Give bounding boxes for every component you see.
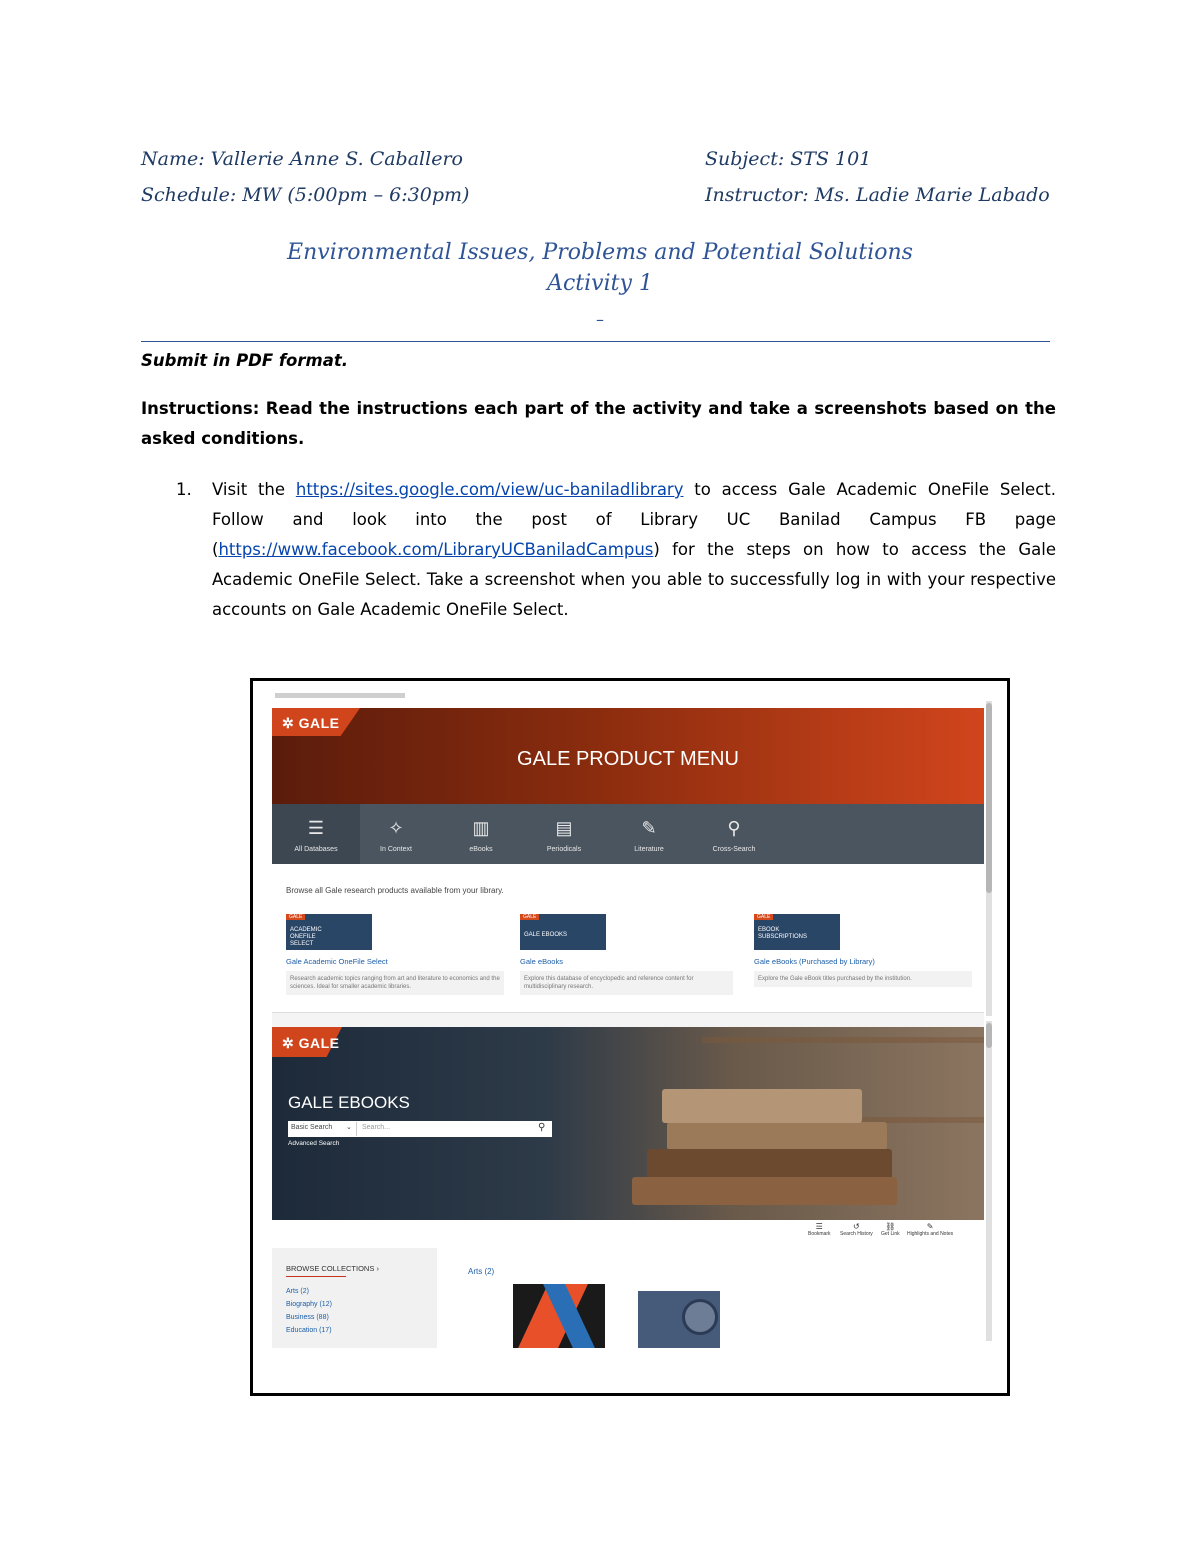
instructions: Instructions: Read the instructions each part of the activity and take a screenshots based on the asked conditions. <box>141 399 1056 448</box>
thumb-gale-ebooks[interactable] <box>520 914 606 950</box>
nav-all-databases[interactable] <box>272 804 360 864</box>
nav-label: In Context <box>380 846 412 853</box>
scrollbar-thumb[interactable] <box>986 703 992 893</box>
nav-label: All Databases <box>294 846 338 853</box>
collections-sidebar <box>272 1248 437 1348</box>
card-desc: Explore this database of encyclopedic and reference content for multidisciplinary research. <box>520 971 733 995</box>
thumb-label: EBOOK SUBSCRIPTIONS <box>758 927 808 940</box>
collection-item[interactable]: Business (88) <box>286 1314 329 1321</box>
card-link-purchased-ebooks[interactable]: Gale eBooks (Purchased by Library) <box>754 957 875 966</box>
card-link-academic-onefile[interactable]: Gale Academic OneFile Select <box>286 957 388 966</box>
compass-icon: ✧ <box>388 818 404 838</box>
product-menu-banner <box>272 708 984 804</box>
gale-logo: ✲ GALE <box>282 715 340 731</box>
card-desc: Explore the Gale eBook titles purchased by the institution. <box>754 971 972 987</box>
subject: Subject: STS 101 <box>705 148 872 170</box>
nav-in-context[interactable] <box>352 804 440 864</box>
arts-heading[interactable]: Arts (2) <box>468 1267 495 1276</box>
product-menu-title: GALE PRODUCT MENU <box>517 748 739 770</box>
collection-item[interactable]: Biography (12) <box>286 1301 332 1308</box>
thumb-ebook-subscriptions[interactable] <box>754 914 840 950</box>
nav-ebooks[interactable] <box>437 804 525 864</box>
pencil-icon: ✎ <box>926 1222 934 1231</box>
product-nav <box>272 804 984 864</box>
card-desc: Research academic topics ranging from art and literature to economics and the sciences. Ideal for smaller academic libraries. <box>286 971 504 995</box>
item-text-end: ) for the steps on how to access the Gale Academic OneFile Select. Take a screenshot when you able to successfully log in with your respective accounts on Gale Academic OneFile Select. <box>212 540 1056 619</box>
student-name: Name: Vallerie Anne S. Caballero <box>141 148 463 170</box>
history-icon: ↺ <box>853 1222 860 1231</box>
nav-label: Literature <box>634 846 664 853</box>
link-icon: ⛓ <box>885 1222 896 1231</box>
book-image <box>632 1177 897 1205</box>
browser-tab-strip <box>275 693 405 698</box>
search-box[interactable] <box>288 1121 552 1137</box>
scrollbar-thumb[interactable] <box>986 1023 992 1048</box>
book-image <box>667 1122 887 1150</box>
thumb-academic-onefile[interactable] <box>286 914 372 950</box>
collection-item[interactable]: Education (17) <box>286 1327 332 1334</box>
tool-label: Bookmark <box>808 1231 831 1237</box>
item-text-middle: to access Gale Academic OneFile Select. Follow and look into the post of Library UC Banilad Campus FB page ( <box>212 480 1056 559</box>
activity-title: Activity 1 <box>547 271 653 296</box>
thumb-label: ACADEMIC ONEFILE SELECT <box>290 927 322 947</box>
library-site-link[interactable]: https://sites.google.com/view/uc-baniladlibrary <box>295 480 684 499</box>
scrollbar[interactable] <box>986 1021 992 1341</box>
heading-underline <box>286 1276 346 1277</box>
ebooks-hero <box>272 1027 984 1220</box>
newspaper-icon: ▤ <box>555 818 573 838</box>
arts-book-cover[interactable] <box>513 1284 605 1348</box>
nav-cross-search[interactable] <box>690 804 778 864</box>
search-icon: ⚲ <box>727 818 741 838</box>
search-input[interactable]: Search... <box>362 1124 391 1131</box>
nav-label: Periodicals <box>546 846 582 853</box>
list-icon: ☰ <box>307 818 325 838</box>
nav-label: eBooks <box>469 846 493 853</box>
quill-icon: ✎ <box>641 818 657 838</box>
search-divider <box>356 1122 357 1136</box>
shelf <box>702 1037 984 1043</box>
schedule: Schedule: MW (5:00pm – 6:30pm) <box>141 184 470 206</box>
tool-label: Get Link <box>881 1231 900 1237</box>
get-link-tool[interactable] <box>881 1222 900 1237</box>
thumb-tag: GALE <box>754 914 773 920</box>
browse-text: Browse all Gale research products available from your library. <box>286 886 504 895</box>
bookmark-icon: ☰ <box>815 1222 823 1231</box>
book-image <box>662 1089 862 1123</box>
advanced-search-link[interactable]: Advanced Search <box>288 1140 340 1147</box>
thumb-tag: GALE <box>520 914 539 920</box>
nav-label: Cross-Search <box>712 846 756 853</box>
thumb-tag: GALE <box>286 914 305 920</box>
gale-screenshot <box>250 678 1010 1396</box>
book-image <box>647 1149 892 1179</box>
instructor: Instructor: Ms. Ladie Marie Labado <box>705 184 1050 206</box>
submit-note: Submit in PDF format. <box>141 351 349 370</box>
film-reel-icon <box>682 1299 718 1335</box>
download-bar <box>272 1012 984 1027</box>
film-book-cover[interactable] <box>638 1291 720 1348</box>
browse-collections-heading[interactable]: BROWSE COLLECTIONS › <box>286 1264 379 1273</box>
item-text-visit: Visit the <box>212 480 286 499</box>
ebooks-title: GALE EBOOKS <box>288 1093 410 1112</box>
nav-literature[interactable] <box>605 804 693 864</box>
document-title: Environmental Issues, Problems and Potential Solutions <box>287 240 913 265</box>
card-link-gale-ebooks[interactable]: Gale eBooks <box>520 957 563 966</box>
books-icon: ▥ <box>472 818 490 838</box>
title-divider <box>141 341 1050 342</box>
highlights-tool[interactable] <box>907 1222 953 1237</box>
history-tool[interactable] <box>840 1222 873 1237</box>
tool-label: Search History <box>840 1231 873 1237</box>
list-number: 1. <box>176 480 192 499</box>
gale-logo: ✲ GALE <box>282 1035 340 1051</box>
thumb-label: GALE EBOOKS <box>524 932 568 938</box>
tool-label: Highlights and Notes <box>907 1231 954 1237</box>
chevron-down-icon: ⌄ <box>346 1124 352 1131</box>
nav-periodicals[interactable] <box>520 804 608 864</box>
search-type-select[interactable]: Basic Search <box>291 1124 333 1131</box>
list-item-1 <box>212 475 1056 625</box>
bookmark-tool[interactable] <box>808 1222 831 1237</box>
title-mark: – <box>596 310 604 329</box>
collection-item[interactable]: Arts (2) <box>286 1288 309 1295</box>
facebook-page-link[interactable]: https://www.facebook.com/LibraryUCBaniladCampus <box>218 540 654 559</box>
search-icon[interactable]: ⚲ <box>538 1122 546 1133</box>
